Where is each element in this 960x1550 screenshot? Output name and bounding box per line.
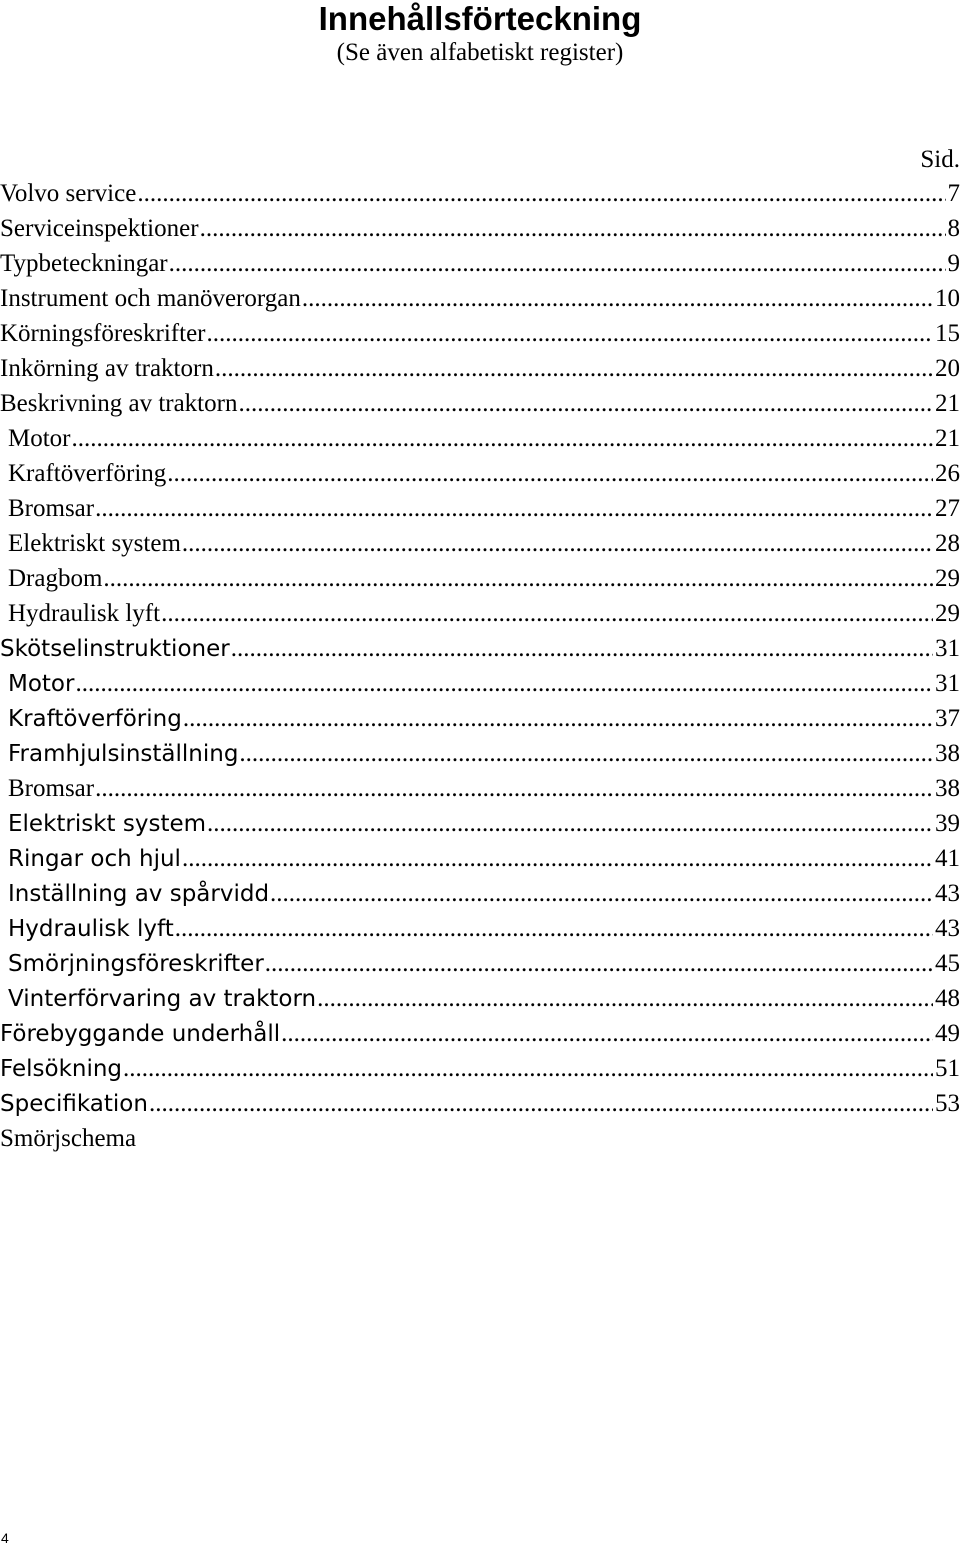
toc-entry[interactable] — [0, 351, 960, 386]
toc-entry-page: 53 — [935, 1090, 960, 1117]
page-title: Innehållsförteckning — [318, 0, 642, 37]
page-column-label: Sid. — [920, 146, 960, 173]
toc-entry-page: 41 — [935, 845, 960, 872]
toc-entry-label: Typbeteckningar — [0, 250, 168, 277]
toc-entry-label: Serviceinspektioner — [0, 215, 199, 242]
toc-entry-page: 26 — [935, 460, 960, 487]
toc-entry-label: Vinterförvaring av traktorn — [8, 986, 317, 1012]
toc-dot-leader — [123, 1051, 933, 1086]
toc-dot-leader — [317, 981, 933, 1016]
toc-entry-page: 38 — [935, 775, 960, 802]
toc-entry[interactable] — [0, 211, 960, 246]
toc-entry-label: Förebyggande underhåll — [0, 1021, 281, 1047]
toc-dot-leader — [281, 1016, 933, 1051]
toc-dot-leader — [161, 596, 933, 631]
toc-entry-label: Inställning av spårvidd — [8, 881, 270, 907]
toc-dot-leader — [95, 491, 933, 526]
toc-dot-leader — [95, 771, 933, 806]
toc-dot-leader — [207, 806, 933, 841]
toc-entry-label: Smörjschema — [0, 1125, 137, 1152]
toc-entry-label: Elektriskt system — [8, 811, 207, 837]
toc-entry-page: 31 — [935, 670, 960, 697]
toc-entry-label: Specifikation — [0, 1091, 148, 1117]
toc-entry[interactable] — [0, 456, 960, 491]
toc-entry[interactable] — [0, 526, 960, 561]
toc-entry[interactable] — [0, 246, 960, 281]
page-number: 4 — [1, 1530, 9, 1546]
toc-entry-page: 20 — [935, 355, 960, 382]
toc-dot-leader — [265, 946, 933, 981]
toc-dot-leader — [302, 281, 933, 316]
toc-entry-label: Hydraulisk lyft — [8, 600, 161, 627]
toc-entry-page: 9 — [947, 250, 960, 277]
toc-dot-leader — [75, 666, 933, 701]
toc-entry[interactable] — [0, 596, 960, 631]
toc-entry[interactable] — [0, 386, 960, 421]
toc-entry-page: 37 — [935, 705, 960, 732]
toc-entry-label: Framhjulsinställning — [8, 741, 239, 767]
toc-dot-leader — [270, 876, 933, 911]
toc-entry[interactable] — [0, 491, 960, 526]
toc-dot-leader — [200, 211, 946, 246]
toc-entry[interactable] — [0, 421, 960, 456]
toc-entry[interactable] — [0, 911, 960, 946]
toc-entry-label: Elektriskt system — [8, 530, 181, 557]
toc-dot-leader — [239, 736, 933, 771]
toc-entry[interactable] — [0, 981, 960, 1016]
toc-entry-page: 49 — [935, 1020, 960, 1047]
toc-entry-label: Hydraulisk lyft — [8, 916, 174, 942]
toc-entry-label: Smörjningsföreskrifter — [8, 951, 264, 977]
toc-entry-page: 43 — [935, 880, 960, 907]
toc-entry-label: Inkörning av traktorn — [0, 355, 214, 382]
toc-entry-page: 48 — [935, 985, 960, 1012]
toc-entry-page: 21 — [935, 390, 960, 417]
toc-entry[interactable] — [0, 771, 960, 806]
toc-entry-label: Volvo service — [0, 180, 137, 207]
toc-entry-label: Beskrivning av traktorn — [0, 390, 238, 417]
toc-dot-leader — [182, 841, 933, 876]
toc-entry-page: 8 — [947, 215, 960, 242]
toc-entry[interactable] — [0, 841, 960, 876]
toc-entry[interactable] — [0, 701, 960, 736]
toc-entry[interactable] — [0, 736, 960, 771]
toc-entry-page: 38 — [935, 740, 960, 767]
toc-entry-page: 27 — [935, 495, 960, 522]
toc-entry[interactable] — [0, 316, 960, 351]
toc-entry-label: Skötselinstruktioner — [0, 636, 230, 662]
toc-entry-page: 29 — [935, 600, 960, 627]
toc-entry-page: 15 — [935, 320, 960, 347]
toc-dot-leader — [182, 526, 933, 561]
toc-entry-page: 7 — [947, 180, 960, 207]
toc-entry[interactable] — [0, 1016, 960, 1051]
toc-entry[interactable] — [0, 1121, 960, 1156]
toc-entry-page: 39 — [935, 810, 960, 837]
toc-dot-leader — [169, 246, 946, 281]
toc-entry-label: Ringar och hjul — [8, 846, 181, 872]
toc-entry[interactable] — [0, 1086, 960, 1121]
toc-entry-label: Körningsföreskrifter — [0, 320, 206, 347]
toc-entry[interactable] — [0, 561, 960, 596]
toc-entry[interactable] — [0, 666, 960, 701]
table-of-contents — [0, 176, 960, 1156]
page-subtitle: (Se även alfabetiskt register) — [336, 39, 624, 66]
toc-entry-label: Instrument och manöverorgan — [0, 285, 301, 312]
toc-entry[interactable] — [0, 806, 960, 841]
toc-dot-leader — [207, 316, 934, 351]
toc-entry[interactable] — [0, 176, 960, 211]
toc-entry-label: Motor — [8, 425, 71, 452]
toc-entry-page: 51 — [935, 1055, 960, 1082]
toc-dot-leader — [167, 456, 933, 491]
toc-entry-label: Felsökning — [0, 1056, 123, 1082]
toc-entry-page: 29 — [935, 565, 960, 592]
toc-entry-label: Kraftöverföring — [8, 706, 182, 732]
toc-dot-leader — [231, 631, 933, 666]
toc-dot-leader — [149, 1086, 933, 1121]
toc-entry-label: Bromsar — [8, 495, 95, 522]
toc-entry-page: 45 — [935, 950, 960, 977]
toc-dot-leader — [137, 176, 945, 211]
toc-entry[interactable] — [0, 631, 960, 666]
toc-entry-label: Motor — [8, 671, 75, 697]
toc-entry-label: Bromsar — [8, 775, 95, 802]
toc-entry-page: 10 — [935, 285, 960, 312]
toc-dot-leader — [183, 701, 933, 736]
toc-entry[interactable] — [0, 281, 960, 316]
toc-entry[interactable] — [0, 1051, 960, 1086]
toc-dot-leader — [215, 351, 933, 386]
toc-entry-page: 31 — [935, 635, 960, 662]
toc-dot-leader — [72, 421, 934, 456]
toc-dot-leader — [238, 386, 933, 421]
toc-entry-label: Kraftöverföring — [8, 460, 167, 487]
toc-dot-leader — [175, 911, 933, 946]
toc-entry-label: Dragbom — [8, 565, 103, 592]
toc-entry[interactable] — [0, 946, 960, 981]
toc-entry-page: 28 — [935, 530, 960, 557]
toc-dot-leader — [103, 561, 933, 596]
toc-entry-page: 21 — [935, 425, 960, 452]
toc-entry-page: 43 — [935, 915, 960, 942]
toc-entry[interactable] — [0, 876, 960, 911]
